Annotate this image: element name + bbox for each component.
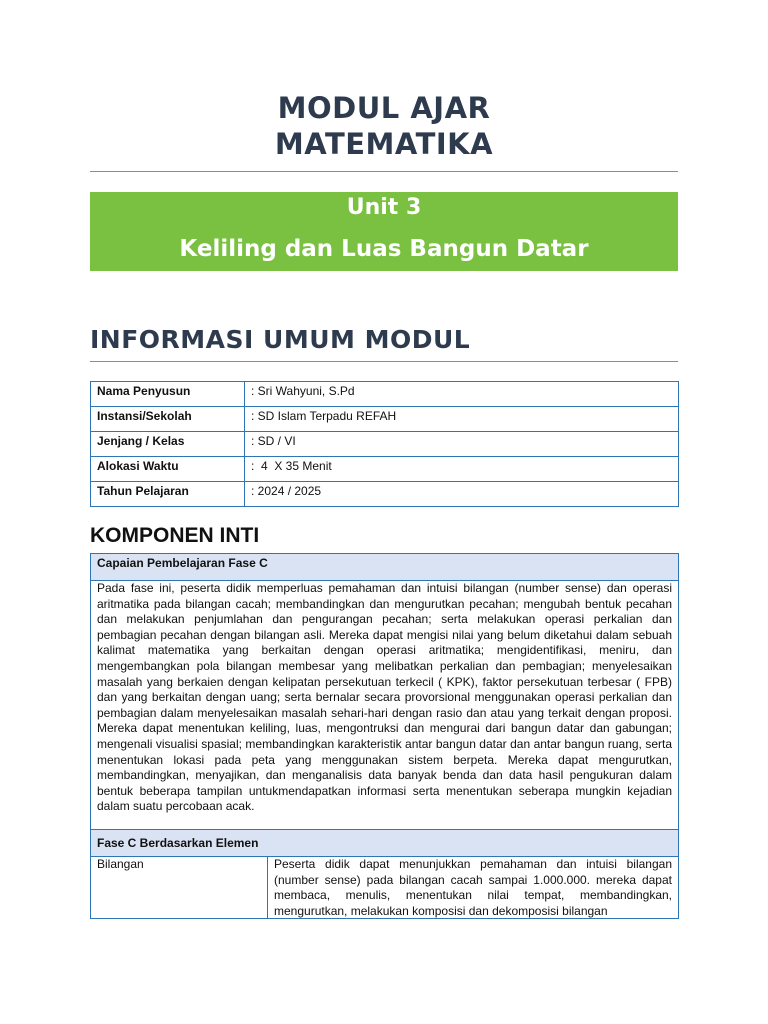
document-title [90, 90, 678, 162]
elemen-name: Bilangan [91, 857, 268, 918]
info-label: Jenjang / Kelas [91, 432, 245, 457]
unit-banner [90, 192, 678, 271]
table-row [91, 482, 679, 507]
table-row [91, 457, 679, 482]
info-value: : SD / VI [245, 432, 679, 457]
info-table [90, 381, 679, 507]
unit-topic: Keliling dan Luas Bangun Datar [179, 236, 589, 262]
info-value: : SD Islam Terpadu REFAH [245, 407, 679, 432]
table-row [91, 432, 679, 457]
info-heading: INFORMASI UMUM MODUL [90, 325, 471, 354]
title-divider [90, 171, 678, 172]
info-value: : 4 X 35 Menit [245, 457, 679, 482]
info-label: Alokasi Waktu [91, 457, 245, 482]
unit-number: Unit 3 [346, 195, 422, 220]
komponen-heading: KOMPONEN INTI [90, 524, 260, 547]
capaian-header: Capaian Pembelajaran Fase C [91, 554, 678, 581]
info-label: Nama Penyusun [91, 382, 245, 407]
table-row [91, 382, 679, 407]
title-line-2: MATEMATIKA [274, 127, 494, 161]
info-value: : 2024 / 2025 [245, 482, 679, 507]
title-line-1: MODUL AJAR [277, 91, 491, 125]
elemen-description: Peserta didik dapat menunjukkan pemahaman dan intuisi bilangan (number sense) pada bilangan cacah sampai 1.000.000. mereka dapat membaca, menulis, menentukan nilai tempat, membandingkan, mengurutkan, melakukan komposisi dan dekomposisi bilangan [274, 856, 672, 918]
capaian-text: Pada fase ini, peserta didik memperluas pemahaman dan intuisi bilangan (number sense) dan operasi aritmatika pada bilangan cacah; membandingkan dan mengurutkan pecahan; mengubah bentuk pecahan dan melakukan penjumlahan dan pengurangan pecahan; serta melakukan operasi perkalian dan pembagian pecahan dengan bilangan asli. Mereka dapat mengisi nilai yang belum diketahui dalam sebuah kalimat matematika yang berkaitan dengan operasi aritmatika; mengidentifikasi, meniru, dan mengembangkan pola bilangan membesar yang melibatkan perkalian dan pembagian; menyelesaikan masalah yang berkaien dengan kelipatan persekutuan terkecil ( KPK), faktor persekutuan terbesar ( FPB) dan yang berkaitan dengan uang; serta bernalar secara provorsional menggunakan operasi perkalian dan pembagian dalam menyelesaikan masalah sehari-hari dengan rasio dan atau yang terkait dengan proposi. Mereka dapat menentukan keliling, luas, mengontruksi dan mengurai dari bangun datar dan gabungan; mengenali visualisi spasial; membandingkan karakteristik antar bangun datar dan antar bangun ruang, serta menentukan lokasi pada peta yang menggunakan sistem berpeta. Mereka dapat mengurutkan, membandingkan, menyajikan, dan menganalisis data banyak benda dan data hasil pengukuran dalam bentuk beberapa tampilan untukmendapatkan informasi serta menentukan seberapa mungkin kejadian dalam suatu percobaan acak. [97, 581, 672, 814]
info-value: : Sri Wahyuni, S.Pd [245, 382, 679, 407]
info-heading-divider [90, 361, 678, 362]
elemen-header: Fase C Berdasarkan Elemen [91, 829, 678, 857]
komponen-table [90, 553, 679, 919]
info-label: Tahun Pelajaran [91, 482, 245, 507]
info-label: Instansi/Sekolah [91, 407, 245, 432]
elemen-row [91, 857, 678, 919]
table-row [91, 407, 679, 432]
